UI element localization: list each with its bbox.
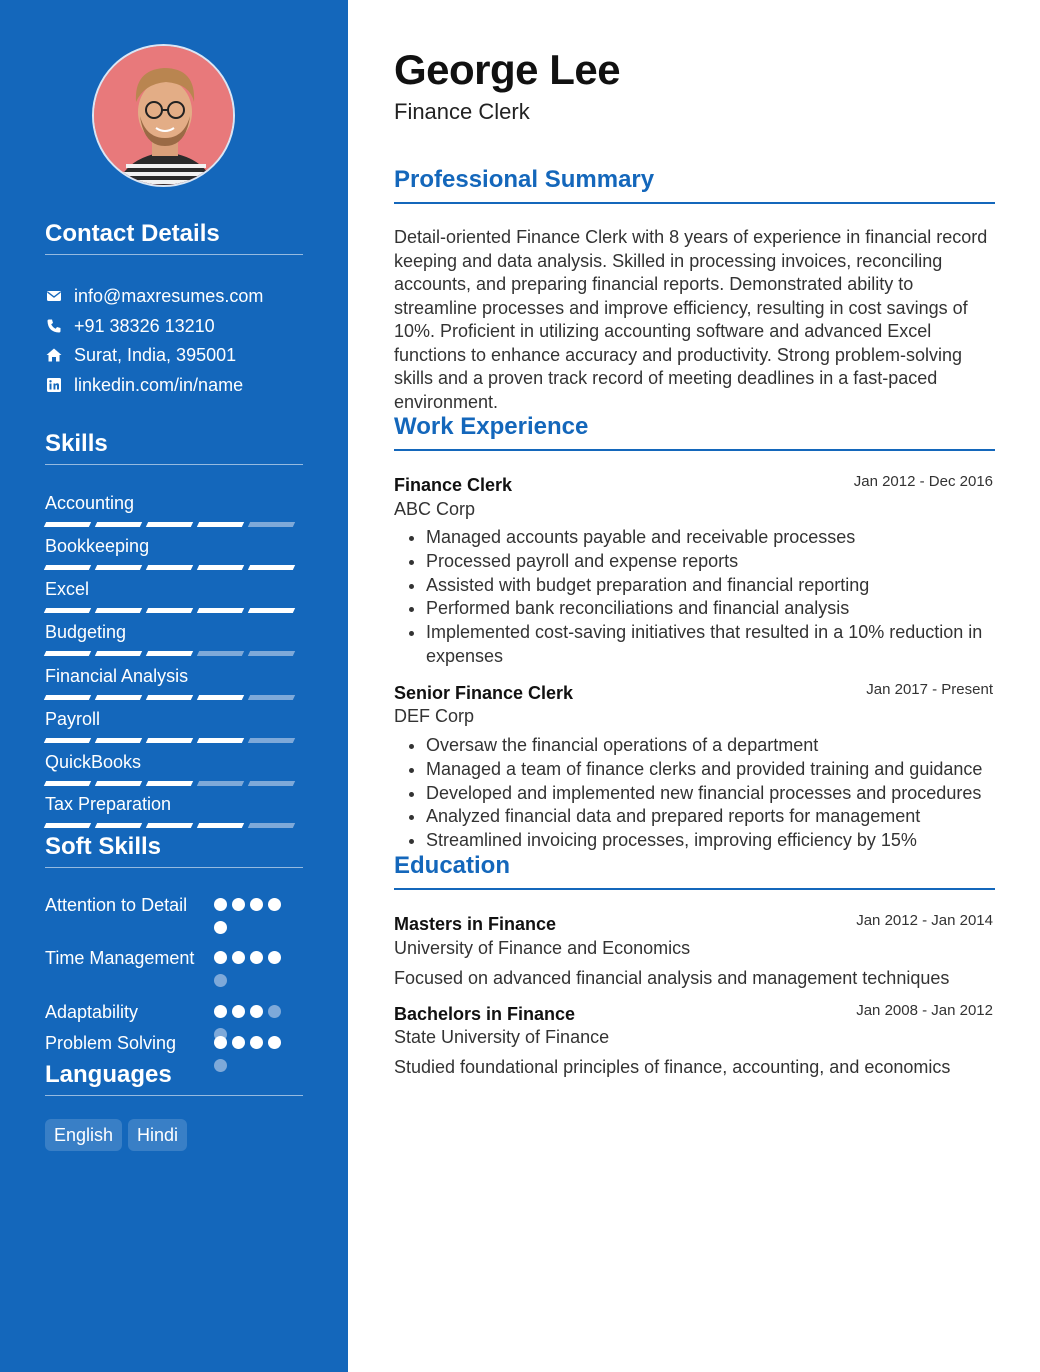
contact-email[interactable] <box>45 285 263 307</box>
job-title: Finance Clerk <box>394 475 513 495</box>
skill-name: Tax Preparation <box>45 794 172 814</box>
skill-item <box>45 578 303 613</box>
skill-segment-filled <box>95 738 142 743</box>
skill-segment-filled <box>197 565 244 570</box>
soft-skills-heading: Soft Skills <box>45 833 303 868</box>
languages-heading: Languages <box>45 1061 303 1096</box>
skill-segment-filled <box>146 695 193 700</box>
skill-item <box>45 793 303 828</box>
skill-segment-filled <box>197 695 244 700</box>
skill-segment-filled <box>146 522 193 527</box>
rating-dot-filled <box>268 951 281 964</box>
rating-dot-filled <box>214 921 227 934</box>
skill-segment-filled <box>44 781 91 786</box>
job-company: ABC Corp <box>394 499 476 519</box>
job-bullet: Oversaw the financial operations of a department <box>394 734 995 758</box>
skill-level-bar <box>45 695 303 700</box>
avatar-photo <box>94 46 235 187</box>
job-bullets <box>394 734 995 853</box>
contact-phone[interactable] <box>45 315 215 337</box>
skill-item <box>45 492 303 527</box>
skill-segment-empty <box>197 651 244 656</box>
rating-dot-empty <box>214 974 227 987</box>
language-tag: English <box>45 1119 122 1151</box>
candidate-title: Finance Clerk <box>394 99 530 124</box>
contact-email-text: info@maxresumes.com <box>74 285 264 306</box>
education-heading: Education <box>394 852 995 890</box>
skill-segment-filled <box>95 565 142 570</box>
job-bullet: Managed a team of finance clerks and provided training and guidance <box>394 758 995 782</box>
skill-segment-filled <box>146 565 193 570</box>
soft-skill-name: Adaptability <box>45 1002 139 1022</box>
education-degree: Masters in Finance <box>394 914 557 934</box>
education-school: State University of Finance <box>394 1027 610 1047</box>
education-dates: Jan 2012 - Jan 2014 <box>856 912 993 929</box>
rating-dot-filled <box>268 898 281 911</box>
soft-skill-item <box>45 947 303 970</box>
contact-address <box>45 344 236 366</box>
job-bullet: Processed payroll and expense reports <box>394 550 995 574</box>
job-bullet: Implemented cost-saving initiatives that resulted in a 10% reduction in expenses <box>394 621 995 669</box>
skill-segment-filled <box>44 695 91 700</box>
skill-name: Bookkeeping <box>45 536 150 556</box>
job-bullet: Streamlined invoicing processes, improving efficiency by 15% <box>394 829 995 853</box>
soft-skill-item <box>45 894 303 917</box>
skill-level-bar <box>45 651 303 656</box>
soft-skill-name: Attention to Detail <box>45 895 188 915</box>
contact-phone-text: +91 38326 13210 <box>74 315 215 336</box>
job-dates: Jan 2017 - Present <box>866 681 993 698</box>
skill-level-bar <box>45 522 303 527</box>
rating-dot-filled <box>232 898 245 911</box>
skill-name: QuickBooks <box>45 752 142 772</box>
skill-segment-filled <box>146 781 193 786</box>
job-bullet: Assisted with budget preparation and financial reporting <box>394 574 995 598</box>
education-description: Studied foundational principles of finance, accounting, and economics <box>394 1057 951 1077</box>
skill-segment-empty <box>248 651 295 656</box>
skill-segment-filled <box>146 738 193 743</box>
skill-segment-empty <box>248 695 295 700</box>
experience-heading: Work Experience <box>394 413 995 451</box>
skill-segment-filled <box>146 651 193 656</box>
skill-name: Excel <box>45 579 90 599</box>
skill-segment-filled <box>197 608 244 613</box>
skill-segment-filled <box>95 823 142 828</box>
skill-segment-filled <box>95 695 142 700</box>
contact-heading: Contact Details <box>45 220 303 255</box>
rating-dot-filled <box>268 1036 281 1049</box>
job-bullet: Developed and implemented new financial processes and procedures <box>394 782 995 806</box>
summary-heading: Professional Summary <box>394 166 995 204</box>
job-company: DEF Corp <box>394 706 475 726</box>
rating-dot-filled <box>214 898 227 911</box>
skill-segment-filled <box>95 651 142 656</box>
skill-item <box>45 535 303 570</box>
skill-segment-filled <box>95 522 142 527</box>
envelope-icon <box>45 287 63 305</box>
skill-level-bar <box>45 738 303 743</box>
job-bullet: Performed bank reconciliations and financial analysis <box>394 597 995 621</box>
job-bullet: Managed accounts payable and receivable processes <box>394 526 995 550</box>
skill-segment-empty <box>248 781 295 786</box>
skill-name: Payroll <box>45 709 101 729</box>
skill-segment-filled <box>248 565 295 570</box>
skill-segment-filled <box>44 522 91 527</box>
language-tag: Hindi <box>128 1119 187 1151</box>
contact-linkedin-text: linkedin.com/in/name <box>74 374 244 395</box>
skill-segment-filled <box>95 608 142 613</box>
skill-segment-filled <box>146 608 193 613</box>
rating-dot-filled <box>250 1036 263 1049</box>
phone-icon <box>45 317 63 335</box>
education-degree: Bachelors in Finance <box>394 1004 576 1024</box>
education-description: Focused on advanced financial analysis and management techniques <box>394 968 950 988</box>
skill-segment-filled <box>44 608 91 613</box>
job-bullets <box>394 526 995 669</box>
skill-segment-filled <box>248 608 295 613</box>
skill-name: Accounting <box>45 493 135 513</box>
job-title: Senior Finance Clerk <box>394 683 574 703</box>
skill-segment-empty <box>248 738 295 743</box>
skill-segment-filled <box>44 565 91 570</box>
skill-segment-filled <box>44 738 91 743</box>
skill-item <box>45 751 303 786</box>
contact-address-text: Surat, India, 395001 <box>74 344 237 365</box>
skill-segment-empty <box>197 781 244 786</box>
skill-level-bar <box>45 823 303 828</box>
job-dates: Jan 2012 - Dec 2016 <box>853 473 993 490</box>
skill-name: Financial Analysis <box>45 666 189 686</box>
skill-segment-empty <box>248 522 295 527</box>
skill-segment-filled <box>197 522 244 527</box>
skill-item <box>45 708 303 743</box>
skill-segment-filled <box>44 651 91 656</box>
sidebar <box>0 0 348 1372</box>
soft-skill-name: Time Management <box>45 948 195 968</box>
skill-level-bar <box>45 565 303 570</box>
rating-dot-filled <box>232 1036 245 1049</box>
soft-skill-item <box>45 1032 303 1055</box>
rating-dot-filled <box>250 951 263 964</box>
skill-segment-filled <box>197 823 244 828</box>
skill-name: Budgeting <box>45 622 127 642</box>
skill-segment-filled <box>44 823 91 828</box>
skill-segment-filled <box>95 781 142 786</box>
education-school: University of Finance and Economics <box>394 938 691 958</box>
contact-linkedin[interactable] <box>45 374 243 396</box>
job-bullet: Analyzed financial data and prepared reports for management <box>394 805 995 829</box>
rating-dot-empty <box>268 1005 281 1018</box>
skill-level-bar <box>45 608 303 613</box>
soft-skill-rating <box>214 951 290 987</box>
skill-item <box>45 621 303 656</box>
soft-skill-rating <box>214 898 290 934</box>
home-icon <box>45 346 63 364</box>
skill-item <box>45 665 303 700</box>
linkedin-icon <box>45 376 63 394</box>
candidate-name: George Lee <box>394 46 621 93</box>
skill-segment-filled <box>197 738 244 743</box>
avatar <box>92 44 235 187</box>
rating-dot-filled <box>250 1005 263 1018</box>
skill-segment-empty <box>248 823 295 828</box>
rating-dot-filled <box>214 951 227 964</box>
rating-dot-filled <box>232 951 245 964</box>
rating-dot-filled <box>214 1005 227 1018</box>
rating-dot-filled <box>250 898 263 911</box>
rating-dot-filled <box>232 1005 245 1018</box>
summary-text: Detail-oriented Finance Clerk with 8 years of experience in financial record keeping and data analysis. Skilled in processing invoices, reconciling accounts, and preparing financial reports. Demonstrated ability to streamline processes and improve efficiency, resulting in cost savings of 10%. Proficient in utilizing accounting software and advanced Excel functions to enhance accuracy and productivity. Strong problem-solving skills and a proven track record of meeting deadlines in a fast-paced environment. <box>394 227 988 412</box>
education-dates: Jan 2008 - Jan 2012 <box>856 1002 993 1019</box>
rating-dot-filled <box>214 1036 227 1049</box>
skill-level-bar <box>45 781 303 786</box>
skill-segment-filled <box>146 823 193 828</box>
soft-skill-item <box>45 1001 303 1024</box>
soft-skill-name: Problem Solving <box>45 1033 177 1053</box>
skills-heading: Skills <box>45 430 303 465</box>
